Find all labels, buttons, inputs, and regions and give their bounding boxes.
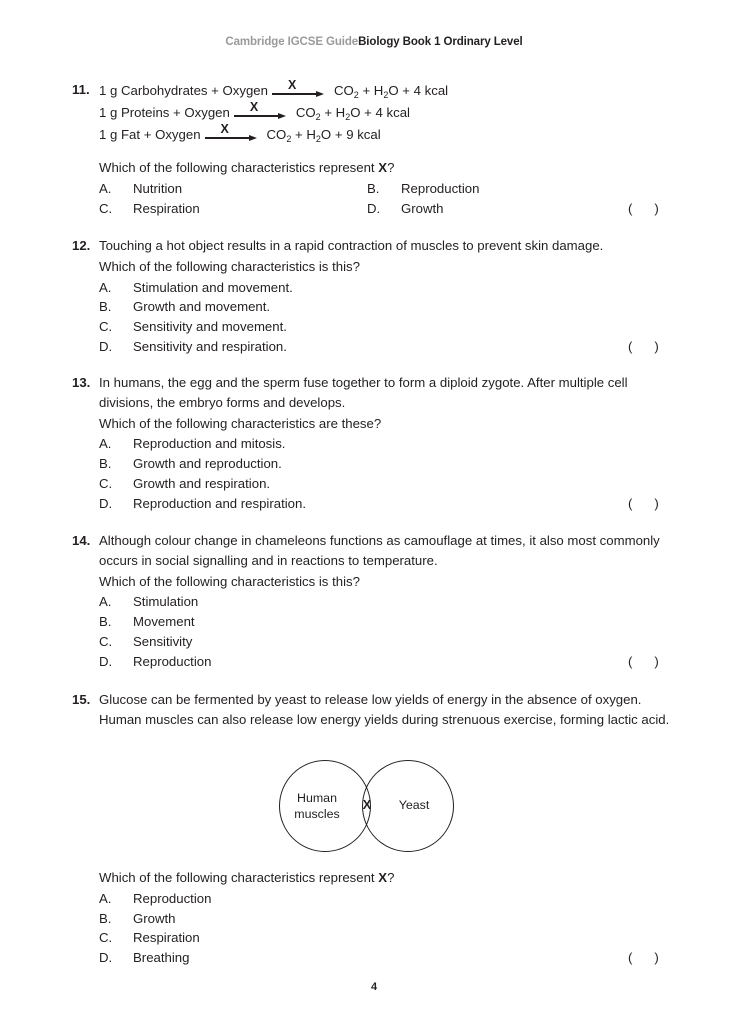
equation-1-reactants: 1 g Carbohydrates + Oxygen (99, 83, 268, 98)
equation-1-h2o-pre: + H (358, 83, 384, 98)
equation-2-h2o-subscript: 2 (345, 112, 351, 122)
option-d[interactable] (99, 494, 306, 514)
equation-1-co2-text: CO (333, 83, 354, 98)
option-row (99, 928, 676, 948)
equation-2-reactants: 1 g Proteins + Oxygen (99, 105, 230, 120)
equation-row-3 (99, 121, 676, 146)
equation-3-energy-text: O + 9 kcal (320, 127, 381, 142)
question-13-options (72, 434, 676, 513)
option-a[interactable] (99, 434, 285, 454)
question-15 (72, 690, 676, 730)
venn-label-left (285, 791, 349, 822)
option-d[interactable] (99, 337, 287, 357)
option-row (99, 652, 676, 672)
option-c-letter: C. (99, 200, 113, 216)
question-12-prompt: Which of the following characteristics is this? (99, 258, 360, 274)
option-b-letter: B. (99, 614, 112, 630)
option-a-letter: A. (99, 180, 112, 196)
question-14-prompt: Which of the following characteristics is this? (99, 573, 360, 589)
equation-2-co2-subscript: 2 (315, 112, 321, 122)
venn-label-left-line1: Human (297, 791, 337, 805)
option-b-letter: B. (99, 910, 112, 926)
question-11-prompt (72, 158, 676, 178)
question-13-heading (72, 373, 676, 413)
option-d-label: Reproduction and respiration. (133, 495, 307, 511)
reaction-arrow-icon-1 (272, 77, 330, 98)
question-15-stem: Glucose can be fermented by yeast to release low yields of energy in the absence of oxygen. Human muscles can also release low energy yields during strenuous exercise, forming lactic acid. (99, 692, 670, 727)
option-c[interactable] (99, 317, 287, 337)
option-b-letter: B. (99, 299, 112, 315)
option-a-label: Stimulation (133, 594, 199, 610)
option-b-label: Growth (133, 910, 176, 926)
question-12-options (72, 278, 676, 357)
option-a-label: Reproduction (133, 890, 212, 906)
option-b[interactable] (99, 612, 195, 632)
option-c-letter: C. (99, 633, 113, 649)
option-c-label: Growth and respiration. (133, 475, 271, 491)
answer-bracket[interactable]: ( ) (628, 338, 659, 354)
question-11-prompt-x: X (378, 160, 388, 175)
question-14-number: 14. (72, 533, 91, 548)
question-13-number: 13. (72, 375, 91, 390)
equation-2-catalyst-label: X (249, 99, 259, 114)
option-b-label: Reproduction (401, 180, 480, 196)
reaction-arrow-icon-2 (234, 99, 292, 120)
answer-bracket[interactable]: ( ) (628, 653, 659, 669)
option-c[interactable] (99, 474, 270, 494)
option-c-label: Respiration (133, 930, 200, 946)
header-title-text: Biology Book 1 Ordinary Level (358, 36, 523, 48)
option-a[interactable] (99, 592, 198, 612)
option-row (99, 317, 676, 337)
page-number: 4 (370, 981, 378, 993)
option-row (99, 948, 676, 968)
option-b-label: Growth and movement. (133, 299, 271, 315)
option-c-label: Sensitivity and movement. (133, 319, 287, 335)
option-b[interactable] (99, 454, 282, 474)
option-a-label: Nutrition (133, 180, 183, 196)
venn-label-left-line2: muscles (294, 806, 340, 821)
option-c-label: Respiration (133, 200, 200, 216)
option-d-label: Breathing (133, 950, 190, 966)
question-15-prompt-pre: Which of the following characteristics represent (99, 870, 379, 885)
option-b-letter: B. (367, 180, 380, 196)
option-c[interactable] (99, 199, 200, 219)
option-row (99, 199, 676, 219)
option-row (99, 454, 676, 474)
option-d-label: Reproduction (133, 653, 212, 669)
option-c-letter: C. (99, 475, 113, 491)
option-row (99, 297, 676, 317)
option-d-letter: D. (99, 338, 113, 354)
question-15-prompt-x: X (378, 870, 388, 885)
option-a-letter: A. (99, 890, 112, 906)
equation-3-h2o-pre: + H (291, 127, 316, 142)
option-row (99, 592, 676, 612)
option-row (99, 278, 676, 298)
question-15-answers (72, 868, 676, 968)
question-11-prompt-post: ? (387, 160, 395, 175)
question-14 (72, 531, 676, 672)
option-a-letter: A. (99, 594, 112, 610)
question-11 (72, 77, 676, 218)
option-d-letter: D. (367, 200, 381, 216)
question-13 (72, 373, 676, 514)
option-b-label: Movement (133, 614, 195, 630)
option-b[interactable] (367, 179, 479, 199)
option-row (99, 909, 676, 929)
option-a-label: Stimulation and movement. (133, 279, 293, 295)
equation-2-h2o-pre: + H (320, 105, 346, 120)
equation-1-energy-text: O + 4 kcal (388, 83, 449, 98)
question-13-stem: In humans, the egg and the sperm fuse together to form a diploid zygote. After multiple cell divisions, the embryo forms and develops. (99, 375, 628, 410)
question-14-stem: Although colour change in chameleons functions as camouflage at times, it also most commonly occurs in social signalling and in reactions to temperature. (99, 533, 660, 568)
option-row (99, 632, 676, 652)
answer-bracket[interactable]: ( ) (628, 495, 659, 511)
option-row (99, 612, 676, 632)
option-a[interactable] (99, 889, 211, 909)
option-b[interactable] (99, 297, 270, 317)
equation-2-energy-text: O + 4 kcal (350, 105, 410, 120)
reaction-arrow-icon-3 (205, 121, 263, 142)
equation-row-1 (99, 77, 676, 102)
page-header (0, 36, 748, 48)
question-11-number: 11. (72, 82, 90, 97)
equation-1-catalyst-label: X (287, 77, 297, 92)
question-12 (72, 236, 676, 357)
question-15-prompt-post: ? (387, 870, 395, 885)
option-d[interactable] (99, 652, 211, 672)
option-d[interactable] (99, 948, 189, 968)
question-15-options (72, 889, 676, 968)
question-15-number: 15. (72, 692, 91, 707)
option-row (99, 889, 676, 909)
option-a-letter: A. (99, 436, 112, 452)
equation-3-reactants: 1 g Fat + Oxygen (99, 127, 201, 142)
option-c[interactable] (99, 928, 200, 948)
option-a[interactable] (99, 179, 182, 199)
question-11-equations (99, 77, 676, 146)
equation-1-h2o-subscript: 2 (383, 90, 389, 100)
option-d-label: Growth (401, 200, 444, 216)
equation-row-2 (99, 99, 676, 124)
question-14-heading (72, 531, 676, 571)
option-row (99, 474, 676, 494)
option-row (99, 337, 676, 357)
question-13-prompt: Which of the following characteristics are these? (99, 415, 382, 431)
equation-2-products (296, 102, 410, 125)
option-d-letter: D. (99, 950, 113, 966)
question-11-options (72, 179, 676, 219)
equation-3-co2-text: CO (266, 127, 287, 142)
option-b[interactable] (99, 909, 176, 929)
option-row (99, 494, 676, 514)
question-14-options (72, 592, 676, 671)
option-row (99, 179, 676, 199)
header-guide-text: Cambridge IGCSE Guide (225, 36, 359, 48)
question-15-prompt (72, 868, 676, 888)
option-d[interactable] (367, 199, 444, 219)
equation-3-h2o-subscript: 2 (315, 134, 321, 144)
option-d-label: Sensitivity and respiration. (133, 338, 287, 354)
venn-label-intersection: X (362, 798, 372, 812)
option-b-letter: B. (99, 456, 112, 472)
equation-1-co2-subscript: 2 (353, 90, 359, 100)
question-12-number: 12. (72, 238, 91, 253)
answer-bracket[interactable]: ( ) (628, 200, 659, 216)
option-b-label: Growth and reproduction. (133, 456, 282, 472)
option-c-letter: C. (99, 319, 113, 335)
option-a-letter: A. (99, 279, 112, 295)
answer-bracket[interactable]: ( ) (628, 950, 659, 966)
equation-3-products (267, 124, 381, 147)
equation-3-co2-subscript: 2 (286, 134, 292, 144)
question-11-prompt-pre: Which of the following characteristics represent (99, 160, 379, 175)
question-15-heading (72, 690, 676, 730)
equation-3-catalyst-label: X (220, 121, 229, 136)
venn-label-right: Yeast (398, 798, 430, 812)
question-12-heading (72, 236, 676, 256)
equation-1-products (334, 80, 448, 103)
option-row (99, 434, 676, 454)
option-d-letter: D. (99, 495, 113, 511)
option-a[interactable] (99, 278, 293, 298)
equation-2-co2-text: CO (295, 105, 316, 120)
venn-diagram (279, 760, 475, 860)
option-c-letter: C. (99, 930, 113, 946)
option-c-label: Sensitivity (133, 633, 193, 649)
option-a-label: Reproduction and mitosis. (133, 436, 286, 452)
option-c[interactable] (99, 632, 192, 652)
question-12-stem: Touching a hot object results in a rapid contraction of muscles to prevent skin damage. (99, 238, 604, 253)
option-d-letter: D. (99, 653, 113, 669)
question-11-heading (72, 77, 676, 146)
